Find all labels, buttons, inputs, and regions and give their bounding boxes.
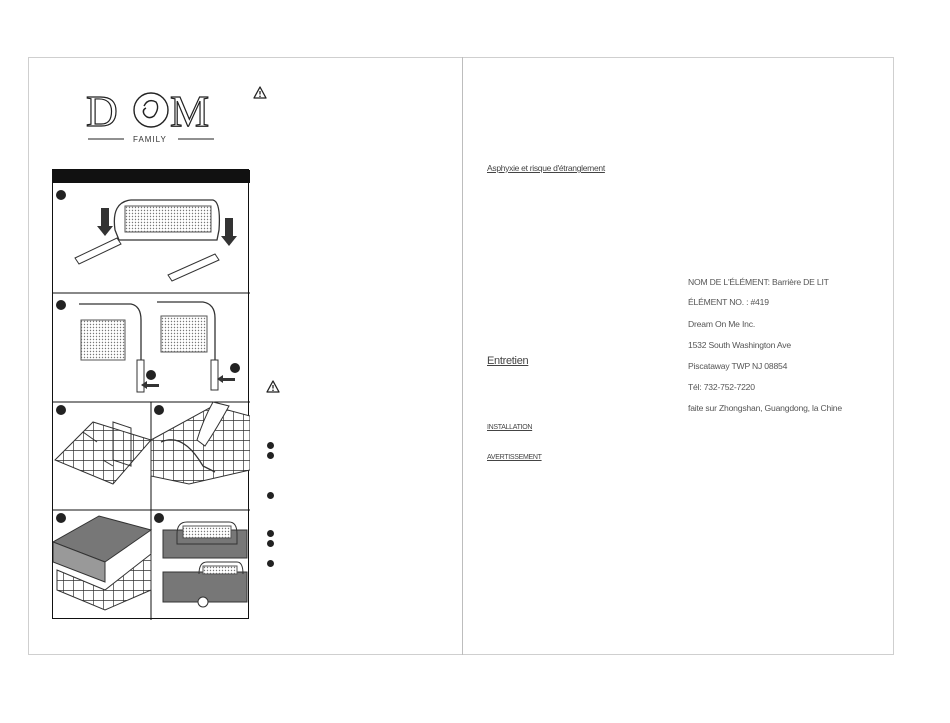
section-installation-heading: INSTALLATION	[487, 424, 533, 431]
made-in: faite sur Zhongshan, Guangdong, la Chine	[688, 403, 842, 413]
step-4-figure	[151, 402, 250, 484]
section-asphyxie-heading: Asphyxie et risque d'étranglement	[487, 163, 605, 173]
section-entretien-heading: Entretien	[487, 355, 529, 367]
bullet-dot-icon	[267, 452, 274, 459]
bullet-dot-icon	[267, 560, 274, 567]
step-6-figure	[154, 513, 247, 607]
product-number: ÉLÉMENT NO. : #419	[688, 297, 769, 307]
company-city: Piscataway TWP NJ 08854	[688, 361, 788, 371]
bullet-dot-icon	[267, 530, 274, 537]
step-3-figure	[55, 405, 151, 484]
warning-triangle-icon	[266, 380, 280, 393]
warning-triangle-icon	[253, 86, 267, 99]
assembly-illustrations	[52, 169, 249, 619]
bullet-dot-icon	[267, 540, 274, 547]
product-name: NOM DE L'ÉLÉMENT: Barrière DE LIT	[688, 277, 829, 287]
step-1-figure	[56, 190, 237, 281]
step-5-figure	[53, 513, 151, 610]
bullet-dot-icon	[267, 442, 274, 449]
fold-line	[462, 57, 463, 655]
bullet-dot-icon	[267, 492, 274, 499]
step-2-figure	[56, 300, 240, 392]
company-phone: Tél: 732-752-7220	[688, 382, 755, 392]
company-street: 1532 South Washington Ave	[688, 340, 791, 350]
company-name: Dream On Me Inc.	[688, 319, 756, 329]
svg-text:D: D	[86, 87, 118, 136]
section-avertissement-heading: AVERTISSEMENT	[487, 454, 542, 461]
svg-text:M: M	[170, 87, 210, 136]
brand-logo	[86, 86, 216, 146]
logo-graphic	[86, 86, 216, 146]
svg-text:FAMILY: FAMILY	[133, 135, 167, 144]
